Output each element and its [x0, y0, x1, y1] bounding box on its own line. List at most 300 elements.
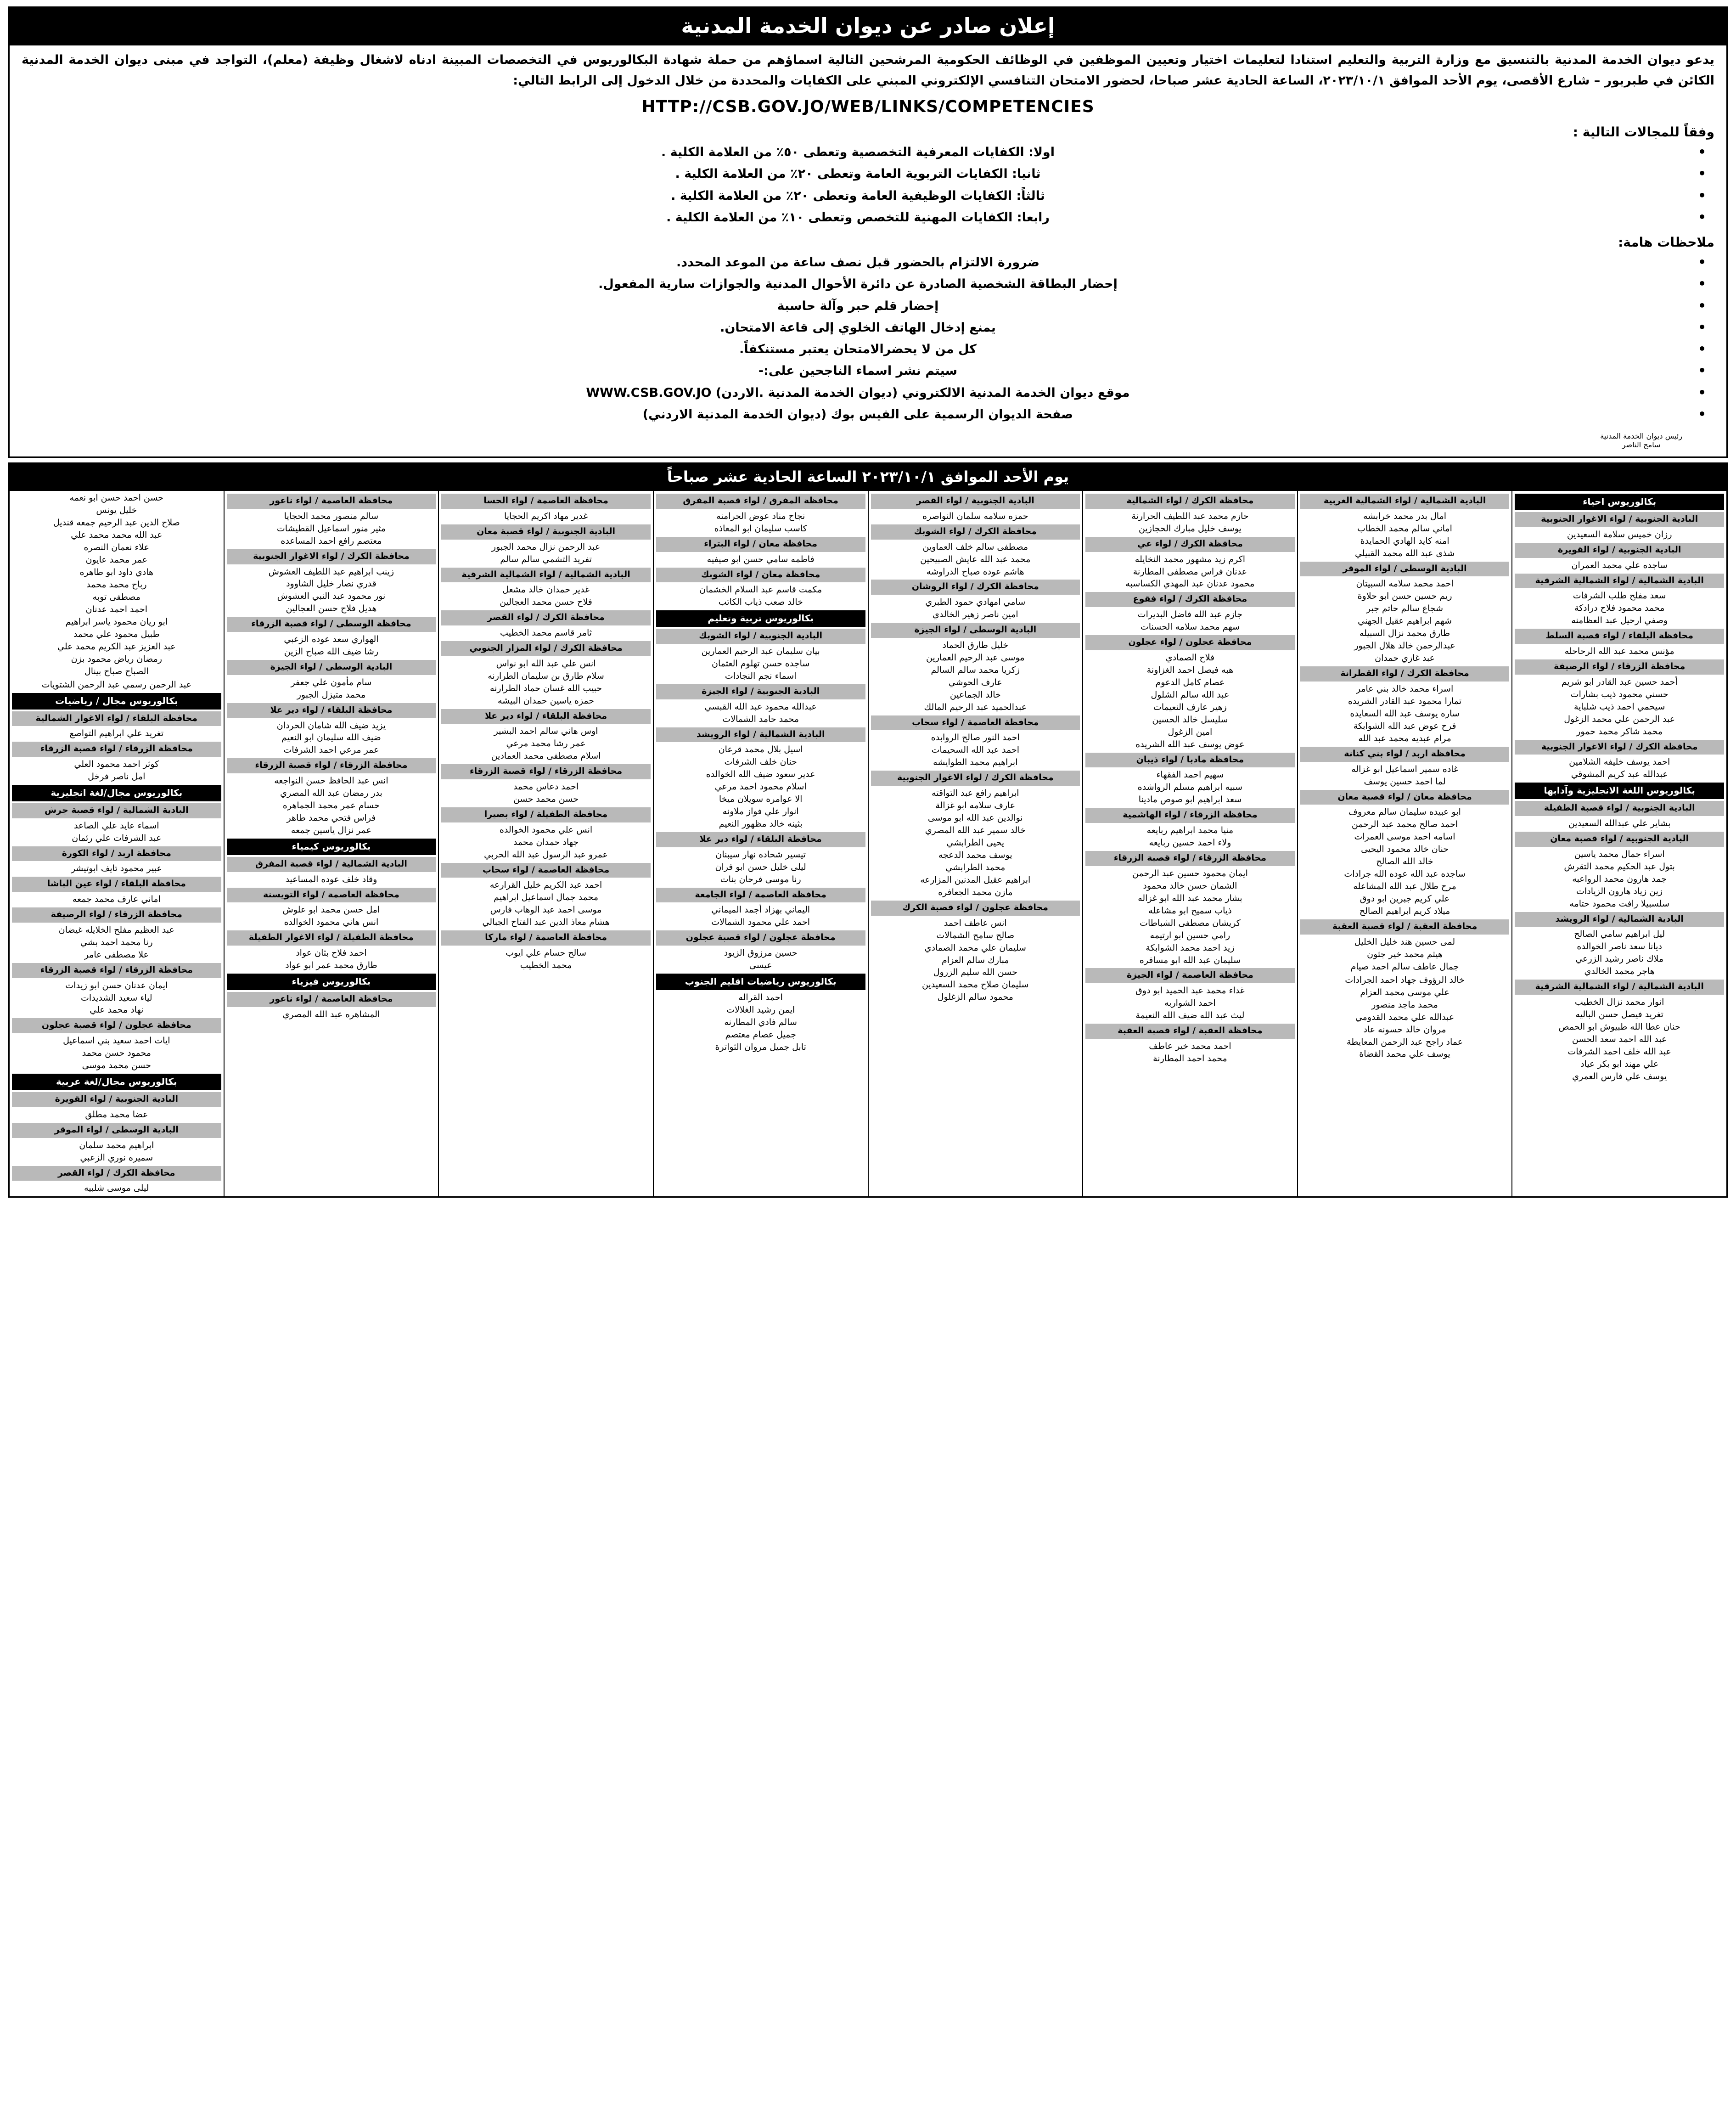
candidate-name: عبد الرحمن علي محمد الزغول [1564, 714, 1675, 724]
candidate-name: عمر محمد عايون [85, 554, 148, 565]
candidate-name: غاده سمير اسماعيل ابو غزاله [1351, 764, 1459, 774]
location-heading: البادية الشمالية / لواء قصبة جرش [12, 803, 221, 818]
signature-role: رئيس ديوان الخدمة المدنية [1600, 432, 1682, 441]
candidate-name: رنا محمد احمد بشي [80, 937, 153, 947]
candidate-name: عيسى [749, 960, 772, 971]
candidate-name: اسامه احمد موسى العمرات [1354, 832, 1455, 842]
note-item: • يمنع إدخال الهاتف الخلوي إلى قاعة الامتحان. [22, 317, 1694, 338]
candidate-name: مروان خالد حسونه عاد [1363, 1024, 1446, 1035]
candidate-name: امل حسن محمد ابو علوش [282, 905, 380, 915]
candidate-name: ليلى خليل حسن ابو فران [715, 862, 806, 872]
candidate-name: عبد الله احمد سعد الحسن [1572, 1034, 1667, 1044]
candidates-column [224, 491, 438, 1196]
page-title: إعلان صادر عن ديوان الخدمة المدنية [10, 8, 1726, 45]
candidate-name: اسراء جمال محمد ياسين [1574, 849, 1665, 859]
candidate-name: انوار علي فواز ملاونه [722, 806, 799, 817]
candidate-name: اوس هاني سالم احمد البشير [494, 726, 598, 737]
candidate-name: الا عوامره سويلان ميخا [719, 794, 803, 805]
candidate-name: بشار محمد عبد الله ابو غزاله [1138, 893, 1242, 903]
name-list [1514, 848, 1725, 910]
name-list [440, 781, 652, 805]
candidates-column [868, 491, 1083, 1196]
candidate-name: يوسف علي محمد القضاة [1359, 1049, 1450, 1059]
candidate-name: سامي امهادي حمود الطبري [925, 597, 1026, 608]
name-list [870, 732, 1081, 769]
candidate-name: سالح حسام علي ايوب [506, 947, 586, 958]
candidate-name: اماني سالم محمد الخطاب [1357, 523, 1452, 534]
candidate-name: عمرو عبد الرسول عبد الله الحربي [484, 849, 608, 860]
candidate-name: امين ناصر زهير الخالدي [932, 609, 1018, 620]
candidate-name: غدير حمدان خالد مشعل [502, 585, 590, 595]
location-heading: البادية الجنوبية / لواء قصبة معان [1515, 832, 1724, 847]
note-item: • ضرورة الالتزام بالحضور قبل نصف ساعة من الموعد المحدد. [22, 252, 1694, 273]
name-list [870, 510, 1081, 523]
candidate-name: فراس فتحي محمد طاهر [287, 813, 376, 823]
candidate-name: زينب ابراهيم عبد اللطيف العشوش [268, 566, 394, 577]
candidate-name: ايات احمد سعيد بني اسماعيل [63, 1036, 170, 1046]
name-list [655, 510, 866, 535]
location-heading: محافظة البلقاء / لواء دير علا [227, 703, 436, 718]
note-item: • سيتم نشر اسماء الناجحين على:- [22, 360, 1694, 382]
name-list [11, 1182, 222, 1194]
name-list [1299, 510, 1511, 560]
candidate-name: عبد الرحمن رسمي عبد الرحمن الشتويات [41, 679, 191, 690]
name-list [226, 566, 437, 615]
notes-heading: ملاحظات هامة: [1618, 235, 1714, 250]
field-item: • اولا: الكفايات المعرفية التخصصية وتعطى ٥٠٪ من العلامة الكلية . [22, 141, 1694, 163]
location-heading: محافظة الكرك / لواء عي [1085, 537, 1295, 552]
location-heading: محافظة عجلون / لواء قصبة الكرك [871, 901, 1080, 916]
candidate-name: يوسف خليل مبارك الحجازين [1139, 523, 1242, 534]
signature-block [22, 432, 1714, 449]
candidate-name: معتصم رافع احمد المساعده [281, 535, 382, 546]
candidate-name: عبد العزيز عبد الكريم محمد علي [57, 641, 176, 652]
location-heading: محافظة المفرق / لواء قصبة المفرق [656, 494, 865, 509]
location-heading: محافظة الكرك / لواء الشمالية [1085, 494, 1295, 509]
name-list [226, 510, 437, 547]
candidate-name: شذى عبد الله محمد القبيلي [1354, 548, 1455, 558]
name-list [1084, 867, 1296, 967]
candidate-name: احمد دعاس محمد [513, 781, 579, 792]
name-list [655, 701, 866, 726]
candidate-name: حسن الله سليم الزرول [933, 967, 1017, 978]
candidate-name: فلاح حسن محمد العجالين [500, 597, 592, 608]
name-list [1299, 763, 1511, 788]
candidate-name: انس هاني محمود الخوالده [284, 917, 379, 928]
major-heading: بكالوريوس مجال/لغة عربية [12, 1074, 221, 1090]
location-heading: محافظة البلقاء / لواء الاغوار الشمالية [12, 711, 221, 727]
major-heading: بكالوريوس مجال / رياضيات [12, 693, 221, 710]
candidate-name: حسن محمد حسن [513, 794, 579, 804]
candidate-name: محمد شاكر محمد حمور [1576, 726, 1663, 737]
candidate-name: حسن احمد حسن ابو نعمه [69, 493, 164, 503]
field-item: • ثالثاً: الكفايات الوظيفية العامة وتعطى ٢٠٪ من العلامة الكلية . [22, 185, 1694, 207]
candidate-name: نوالدين عبد الله ابو موسى [927, 813, 1023, 823]
candidate-name: ساجده علي محمد العمران [1571, 560, 1668, 570]
candidate-name: احمد احمد عدنان [85, 604, 147, 614]
candidates-column [438, 491, 653, 1196]
name-list [226, 904, 437, 929]
candidate-name: محمود حسن محمد [82, 1048, 151, 1059]
candidate-name: زهير عارف النعيمات [1153, 702, 1227, 712]
location-heading: محافظة العاصمة / لواء الجيزة [1085, 968, 1295, 983]
location-heading: محافظة معان / لواء البتراء [656, 537, 865, 552]
candidate-name: حسن محمد موسى [82, 1060, 151, 1071]
name-list [655, 947, 866, 972]
candidate-name: زيد احمد محمد الشوابكة [1146, 942, 1235, 953]
candidate-name: عبد غازي حمدان [1375, 653, 1435, 664]
candidate-name: مرام عبديه محمد عبد الله [1358, 733, 1451, 744]
candidate-name: سليمان صلاح محمد السعيدين [922, 980, 1029, 990]
candidate-name: يوسف علي فارس العمري [1572, 1071, 1667, 1081]
location-heading: محافظة البلقاء / لواء قصبة السلط [1515, 629, 1724, 644]
candidate-name: احمد الشواربه [1164, 998, 1216, 1008]
location-heading: البادية الجنوبية / لواء قصبة الطفيلة [1515, 801, 1724, 816]
major-heading: بكالوريوس اللغة الانجليزية وآدابها [1515, 783, 1724, 799]
candidate-name: بشاير علي عبدالله السعيدين [1568, 818, 1671, 828]
name-list [655, 645, 866, 682]
name-list [870, 541, 1081, 578]
announcement-body [10, 45, 1726, 456]
candidate-name: خالد صعب ذياب الكاتب [718, 597, 803, 608]
candidate-name: مؤنس محمد عبد الله الرحاحله [1564, 646, 1674, 656]
location-heading: محافظة مادبا / لواء ذيبان [1085, 753, 1295, 768]
candidates-column [10, 491, 224, 1196]
name-list [11, 679, 222, 691]
candidate-name: سليسل خالد الحسين [1152, 714, 1228, 725]
name-list [11, 980, 222, 1017]
candidate-name: ديانا سعد ناصر الخوالده [1577, 941, 1662, 952]
candidate-name: مكمت قاسم عبد السلام الخشمان [699, 585, 822, 595]
candidate-name: ابراهيم محمد سلمان [79, 1140, 154, 1150]
column-content [1512, 491, 1726, 1085]
candidate-name: اسماء نجم النجادات [725, 670, 797, 681]
candidate-name: احمد صالح محمد عبد الرحمن [1351, 819, 1458, 830]
candidate-name: ليل ابراهيم سامي الصالح [1574, 929, 1665, 940]
candidate-name: سالم فادي المطارنه [724, 1017, 797, 1028]
location-heading: محافظة العقبة / لواء قصبة العقبة [1300, 919, 1510, 935]
candidate-name: ابراهيم محمد الطوايشه [933, 757, 1018, 768]
candidate-name: عبد الله خلف احمد الشرفات [1567, 1046, 1672, 1057]
name-list [440, 947, 652, 972]
location-heading: البادية الشمالية / لواء قصبة المفرق [227, 857, 436, 872]
location-heading: محافظة البلقاء / لواء عين الباشا [12, 877, 221, 892]
location-heading: محافظة العقبة / لواء قصبة العقبة [1085, 1024, 1295, 1039]
candidate-name: امنه كايد الهادي الحمايدة [1360, 535, 1449, 546]
candidate-name: محمد الطرابشي [945, 862, 1006, 873]
name-list [440, 510, 652, 523]
candidate-name: احمد عبد الكريم خليل القرارعه [489, 880, 602, 890]
location-heading: محافظة الكرك / لواء القصر [12, 1166, 221, 1181]
name-list [1514, 817, 1725, 830]
major-heading: بكالوريوس فيزياء [227, 974, 436, 990]
candidate-name: عبد الرحمن نزال محمد الجبور [491, 541, 601, 552]
name-list [1299, 683, 1511, 745]
candidate-name: خليل طارق الحماد [942, 640, 1009, 650]
name-list [1084, 553, 1296, 591]
name-list [1084, 824, 1296, 849]
candidate-name: سلسبيلا رافت محمود حتامه [1569, 898, 1669, 909]
candidate-name: سبيه ابراهيم مسلم الرواشده [1137, 782, 1243, 793]
location-heading: البادية الجنوبية / لواء الشوبك [656, 629, 865, 644]
candidate-name: رامي حسين ابو ارتيمه [1150, 930, 1230, 941]
candidate-name: يحيى الطرابشي [946, 838, 1005, 848]
candidate-name: تغريد فيصل حسن الباليه [1575, 1009, 1663, 1020]
candidate-name: عبد الشرفات علي رئمان [72, 833, 162, 843]
candidate-name: جميل عصام معتصم [725, 1030, 796, 1040]
exam-date-bar: يوم الأحد الموافق ٢٠٢٣/١٠/١ الساعة الحادية عشر صباحاً [8, 462, 1728, 491]
candidate-name: امين الزغول [1168, 727, 1213, 737]
candidate-name: رباح محمد محمد [86, 579, 147, 590]
candidate-name: انس عاطف احمد [944, 918, 1007, 928]
name-list [1299, 578, 1511, 665]
location-heading: محافظة الزرقاء / لواء قصبة الزرقاء [441, 764, 651, 779]
candidate-name: عدير سعود ضيف الله الخوالده [706, 769, 815, 780]
candidate-name: فلاح الصمادي [1165, 652, 1215, 663]
name-list [11, 727, 222, 740]
candidate-name: محمد جمال اسماعيل ابراهيم [494, 892, 599, 903]
candidate-name: خليل يونس [96, 505, 137, 516]
candidate-name: سميره نوري الزعبي [80, 1152, 153, 1163]
name-list [440, 725, 652, 762]
location-heading: محافظة الكرك / لواء الشوبك [871, 524, 1080, 540]
name-list [655, 553, 866, 566]
candidate-name: يزيد ضيف الله شامان الحردان [276, 720, 386, 731]
candidate-name: محمد عبد الله عايش الصبيحين [920, 554, 1031, 564]
candidate-name: بتول عبد الحكيم محمد التقرش [1564, 861, 1675, 872]
candidate-name: شجاع سالم حاتم جبر [1366, 603, 1444, 614]
name-list [1514, 756, 1725, 781]
location-heading: محافظة الطفيلة / لواء الاغوار الطفيلة [227, 930, 436, 946]
candidate-name: عضا محمد مطلق [85, 1109, 148, 1120]
candidate-name: ذياب سميح ابو مشاعله [1148, 905, 1232, 916]
column-content [10, 491, 224, 1196]
candidate-name: سام مأمون علي جعفر [291, 677, 372, 687]
location-heading: محافظة العاصمة / لواء الحسا [441, 494, 651, 509]
location-heading: محافظة الطفيلة / لواء بصيرا [441, 807, 651, 822]
candidate-name: محمود عدنان عبد المهدي الكساسبه [1125, 579, 1255, 589]
candidate-name: غدير مهاد اكريم الحجايا [504, 511, 588, 521]
name-list [1084, 1040, 1296, 1065]
note-item-facebook[interactable]: • صفحة الديوان الرسمية على الفيس بوك (ديوان الخدمة المدنية الاردني) [22, 404, 1694, 425]
candidate-name: تابل جميل مروان الثواترة [715, 1042, 806, 1052]
candidate-name: ابو عبيده سليمان سالم معروف [1348, 807, 1461, 817]
column-content [439, 491, 653, 974]
candidate-name: عبدالله محمود عبد الله القبسي [704, 701, 817, 712]
name-list [870, 639, 1081, 714]
note-item: • إحضار قلم حبر وآلة حاسبة [22, 295, 1694, 317]
location-heading: البادية الشمالية / لواء الشمالية الغربية [1300, 494, 1510, 509]
candidate-name: احمد يوسف خليفه الشلامين [1569, 757, 1670, 767]
candidate-name: ضيف الله سليمان ابو النعيم [281, 732, 381, 743]
candidate-name: احمد محمد سلامه السبيتان [1356, 579, 1454, 589]
candidate-name: سعد ابراهيم ابو صوص مادينا [1138, 794, 1242, 805]
name-list [11, 758, 222, 783]
name-list [1514, 928, 1725, 978]
candidate-name: ملاك ناصر رشيد الزرعي [1575, 954, 1664, 964]
location-heading: محافظة الزرقاء / لواء قصبة الزرقاء [227, 758, 436, 773]
candidate-name: احمد محمد خير عاطف [1149, 1041, 1231, 1051]
candidate-name: حنان خالد محمود اليحيى [1361, 844, 1449, 855]
candidate-name: هاجر محمد الخالدي [1584, 966, 1655, 977]
name-list [226, 1008, 437, 1021]
location-heading: محافظة معان / لواء قصبة معان [1300, 790, 1510, 805]
candidate-name: محمود سالم الزغلول [937, 992, 1013, 1003]
candidate-name: زين زياد هارون الزيادات [1576, 886, 1663, 896]
candidate-name: سليمان عبد الله ابو مسافره [1139, 955, 1241, 965]
candidate-name: عدنان فراس مصطفى المطارنة [1133, 566, 1247, 577]
candidate-name: ايمان محمود حسين عبد الرحمن [1132, 868, 1248, 879]
name-list [1084, 985, 1296, 1022]
candidate-name: مثير منور اسماعيل القطيشات [276, 523, 386, 534]
location-heading: محافظة العاصمة / لواء الجامعة [656, 888, 865, 903]
candidate-name: قدري نصار خليل الشاوود [286, 579, 376, 589]
candidate-name: سهم محمد سلامه الحسنات [1140, 622, 1240, 632]
candidate-name: ثامر قاسم محمد الخطيب [500, 627, 592, 638]
candidate-name: حنان عطا الله طبيوش ابو الحمص [1558, 1021, 1680, 1032]
name-list [440, 584, 652, 608]
candidate-name: سهيم احمد الفقهاء [1156, 770, 1224, 780]
name-list [870, 596, 1081, 621]
name-list [1299, 936, 1511, 973]
candidate-name: اكرم زيد مشهور محمد النخايله [1135, 554, 1245, 564]
candidate-name: ساجده عبد الله عوده الله جرادات [1344, 869, 1466, 879]
location-heading: البادية الجنوبية / لواء الاغوار الجنوبية [1515, 512, 1724, 527]
candidate-name: ايمان عدنان حسن ابو زيدات [65, 980, 168, 991]
candidate-name: عبدالله علي محمد القدومي [1355, 1012, 1455, 1022]
candidate-name: علاء نعمان النصره [84, 542, 150, 552]
note-item: • كل من لا يحضرالامتحان يعتبر مستنكفاً. [22, 338, 1694, 360]
name-list [226, 633, 437, 658]
candidate-name: عبدالرحمن خالد هلال الجبور [1354, 641, 1455, 651]
candidate-name: ريم حسين حسن ابو حلاوة [1357, 591, 1452, 602]
candidate-name: طبيل محمود علي محمد [73, 629, 160, 639]
announcement-paragraph: يدعو ديوان الخدمة المدنية بالتنسيق مع وزارة التربية والتعليم استنادا لتعليمات اختيار وتعيين الموظفين في الوظائف الحكومية المرشحين التالية اسماؤهم من حملة شهادة البكالوريوس في التخصصات المبينة ادناه لاشغال وظيفة (معلم)، التواجد في مبنى ديوان الخدمة المدنية الكائن في طبربور – شارع الأقصى، يوم الأحد الموافق ٢٠٢٣/١٠/١، الساعة الحادية عشر صباحا، لحضور الامتحان التنافسي الإلكتروني المبني على الكفايات والمحددة من خلال الدخول إلى الرابط التالي: [22, 53, 1714, 88]
candidate-name: موسى عبد الرحيم العمارين [926, 652, 1025, 663]
candidate-name: حسني محمود ذيب بشارات [1570, 689, 1669, 699]
candidate-name: انس علي عبد الله ابو نواس [496, 658, 596, 669]
candidate-name: علي مهند ابو بكر عياد [1580, 1059, 1659, 1069]
candidate-name: عبد العظيم مفلح الخلايله غيضان [58, 924, 174, 935]
candidates-column [1297, 491, 1512, 1196]
field-item: • ثانيا: الكفايات التربوية العامة وتعطى ٢٠٪ من العلامة الكلية . [22, 163, 1694, 185]
candidate-name: شهم ابراهيم عقيل الجهني [1358, 616, 1452, 626]
candidate-name: عبد الله سالم الشلول [1151, 689, 1230, 700]
name-list [11, 1139, 222, 1164]
name-list [1514, 676, 1725, 738]
location-heading: البادية الجنوبية / لواء القويرة [12, 1092, 221, 1107]
candidate-name: محمد محمود فلاح درادكة [1574, 603, 1665, 614]
location-heading: محافظة العاصمة / لواء التويسنة [227, 888, 436, 903]
major-heading: بكالوريوس احياء [1515, 494, 1724, 510]
location-heading: البادية الوسطى / لواء الموقر [12, 1123, 221, 1138]
location-heading: محافظة عجلون / لواء قصبة عجلون [656, 930, 865, 946]
candidate-name: انوار محمد نزال الخطيب [1574, 997, 1664, 1007]
candidate-name: اليماني بهزاد أجمد الميماني [711, 905, 810, 915]
candidate-name: حسين مرزوق الزيود [724, 948, 798, 958]
candidate-name: جمال عاطف سالم احمد صيام [1350, 961, 1459, 972]
field-item: • رابعا: الكفايات المهنية للتخصص وتعطى ١٠٪ من العلامة الكلية . [22, 207, 1694, 228]
candidate-name: كريشان مصطفى الشباطات [1140, 918, 1241, 928]
candidate-name: هديل فلاح حسن العجالين [286, 603, 377, 614]
name-list [11, 820, 222, 845]
candidate-name: محمد ماجد منصور [1371, 999, 1438, 1010]
location-heading: محافظة معان / لواء الشوبك [656, 568, 865, 583]
location-heading: البادية الشمالية / لواء الرويشد [1515, 912, 1724, 927]
candidate-name: امال بدر محمد خرابشه [1363, 511, 1447, 521]
location-heading: البادية الجنوبية / لواء قصبة معان [441, 524, 651, 540]
location-heading: محافظة اربد / لواء الكورة [12, 846, 221, 862]
candidate-name: تغريد علي ابراهيم التواصع [69, 728, 164, 739]
candidates-column [653, 491, 868, 1196]
name-list [655, 904, 866, 929]
name-list [1084, 608, 1296, 633]
name-list [1514, 590, 1725, 627]
candidate-name: مبارك سالم العزام [942, 955, 1009, 965]
fields-heading: وفقاً للمجالات التالية : [1573, 124, 1714, 140]
candidate-name: الهواري سعد عوده الزعبي [284, 634, 379, 645]
name-list [226, 676, 437, 701]
name-list [11, 1109, 222, 1121]
name-list [11, 862, 222, 875]
candidate-name: رنا موسى فرحان بنات [720, 874, 801, 884]
candidate-name: محمد حامد الشمالات [722, 714, 799, 724]
note-item: • إحضار البطاقة الشخصية الصادرة عن دائرة الأحوال المدنية والجوازات سارية المفعول. [22, 273, 1694, 295]
column-content [869, 491, 1083, 1005]
name-list [226, 947, 437, 972]
candidate-name: مرح طلال عبد الله المشاعله [1353, 881, 1456, 892]
location-heading: محافظة البلقاء / لواء دير علا [656, 832, 865, 847]
candidate-name: حازم محمد عبد اللطيف الحرارنة [1131, 511, 1249, 521]
candidate-name: احمد فلاح بثان عواد [296, 948, 367, 958]
candidate-name: لمى حسين هند خليل الخليل [1354, 936, 1455, 947]
location-heading: البادية الجنوبية / لواء الجيزة [656, 684, 865, 699]
location-heading: محافظة عجلون / لواء قصبة عجلون [12, 1018, 221, 1033]
candidates-column [1511, 491, 1726, 1196]
candidate-name: نور محمود عبد النبي العشوش [277, 591, 386, 602]
candidate-name: تمارا محمود عبد القادر الشريده [1348, 696, 1462, 706]
exam-link[interactable]: HTTP://CSB.GOV.JO/WEB/LINKS/COMPETENCIES [641, 97, 1095, 117]
candidate-name: حسام عمر محمد الجماهره [282, 800, 380, 811]
name-list [1514, 645, 1725, 658]
location-heading: محافظة العاصمة / لواء سحاب [441, 863, 651, 878]
candidate-name: جمد هارون محمد الرواعبه [1572, 873, 1667, 884]
location-heading: البادية الجنوبية / لواء القصر [871, 494, 1080, 509]
candidate-name: احمد عبد الله السحيمات [931, 745, 1019, 755]
candidate-name: ساره يوسف عبد الله السعايده [1350, 708, 1460, 719]
candidate-name: زكريا محمد سالم السالم [931, 665, 1020, 675]
candidate-name: أحمد حسين عبد القادر ابو شريم [1561, 676, 1678, 687]
major-heading: بكالوريوس تربية وتعليم [656, 610, 865, 627]
candidates-column [1082, 491, 1297, 1196]
note-item-website[interactable]: • موقع ديوان الخدمة المدنية الالكتروني (ديوان الخدمة المدنية .الاردن) WWW.CSB.GOV.JO [22, 382, 1694, 404]
candidate-name: اسلام مصطفى محمد العمادين [491, 751, 601, 761]
candidate-name: موسى احمد عبد الوهاب فارس [490, 905, 602, 915]
candidate-name: احمد علي محمود الشمالات [711, 917, 810, 928]
candidate-name: صلاح الدين عبد الرحيم جمعه قنديل [53, 518, 180, 528]
candidate-name: ولاء احمد حسين ربايعه [1149, 838, 1231, 848]
candidate-name: مازن محمد الجعافره [938, 887, 1013, 897]
column-content [1298, 491, 1512, 1062]
name-list [655, 849, 866, 886]
candidate-name: اسراء محمد خالد بني عامر [1356, 684, 1454, 694]
candidate-name: ساجده حسن تهلوم العثمان [712, 658, 810, 669]
location-heading: البادية الشمالية / لواء الشمالية الشرقية [1515, 574, 1724, 589]
candidate-name: الشمان حسن خالد محمود [1143, 880, 1237, 891]
candidate-name: رمضان رياض محمود بزن [71, 653, 162, 664]
location-heading: محافظة الكرك / لواء القصر [441, 610, 651, 625]
candidate-name: ليث عبد الله ضيف الله النعيمة [1135, 1010, 1245, 1021]
